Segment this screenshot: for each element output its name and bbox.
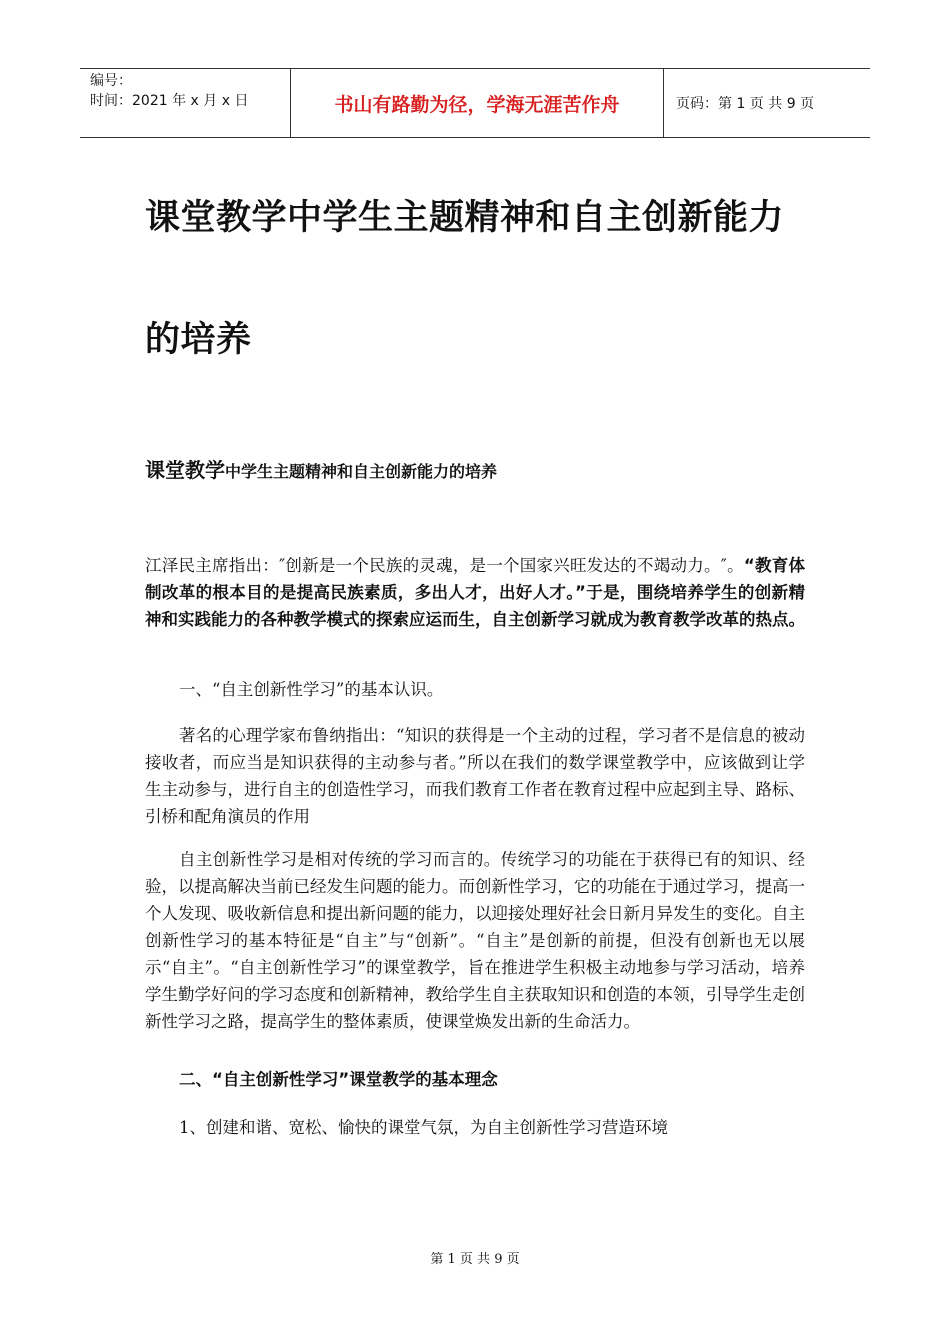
main-title-line-2: 的培养 xyxy=(145,320,252,360)
intro-quote: 江泽民主席指出：″创新是一个民族的灵魂，是一个国家兴旺发达的不竭动力。″。 xyxy=(145,556,744,575)
intro-bold-text: “教育体制改革的根本目的是提高民族素质，多出人才，出好人才。”于是，围绕培养学生的创新精神和实践能力的各种教学模式的探索应运而生，自主创新学习就成为教育教学改革的热点。 xyxy=(145,556,805,629)
paragraph-autonomous-learning: 自主创新性学习是相对传统的学习而言的。传统学习的功能在于获得已有的知识、经验，以提高解决当前已经发生问题的能力。而创新性学习，它的功能在于通过学习，提高一个人发现、吸收新信息和提出新问题的能力，以迎接处理好社会日新月异发生的变化。自主创新性学习的基本特征是“自主”与“创新”。“自主”是创新的前提，但没有创新也无以展示“自主”。“自主创新性学习”的课堂教学，旨在推进学生积极主动地参与学习活动，培养学生勤学好问的学习态度和创新精神，教给学生自主获取知识和创造的本领，引导学生走创新性学习之路，提高学生的整体素质，使课堂焕发出新的生命活力。 xyxy=(145,850,805,1031)
document-time-label: 时间：2021 年 x 月 x 日 xyxy=(90,93,249,109)
subtitle xyxy=(145,454,497,483)
header-page-info: 页码：第 1 页 共 9 页 xyxy=(676,96,815,112)
paragraph-bruner: 著名的心理学家布鲁纳指出：“知识的获得是一个主动的过程，学习者不是信息的被动接收者，而应当是知识获得的主动参与者。”所以在我们的数学课堂教学中，应该做到让学生主动参与，进行自主的创造性学习，而我们教育工作者在教育过程中应起到主导、路标、引桥和配角演员的作用 xyxy=(145,726,805,826)
subtitle-lead: 课堂教学 xyxy=(145,458,225,482)
main-title-line-1: 课堂教学中学生主题精神和自主创新能力 xyxy=(145,198,785,238)
header-meta xyxy=(80,69,291,137)
page-footer: 第 1 页 共 9 页 xyxy=(430,1252,520,1267)
subsection-heading-1: 1、创建和谐、宽松、愉快的课堂气氛，为自主创新性学习营造环境 xyxy=(179,1118,668,1137)
section-heading-2: 二、“自主创新性学习”课堂教学的基本理念 xyxy=(179,1070,498,1089)
header-motto: 书山有路勤为径，学海无涯苦作舟 xyxy=(291,69,664,137)
paragraph-intro xyxy=(145,552,805,633)
header-table xyxy=(80,68,870,138)
document-number-label: 编号： xyxy=(90,73,132,89)
subtitle-rest: 中学生主题精神和自主创新能力的培养 xyxy=(225,462,498,481)
section-heading-1: 一、“自主创新性学习”的基本认识。 xyxy=(179,680,444,699)
